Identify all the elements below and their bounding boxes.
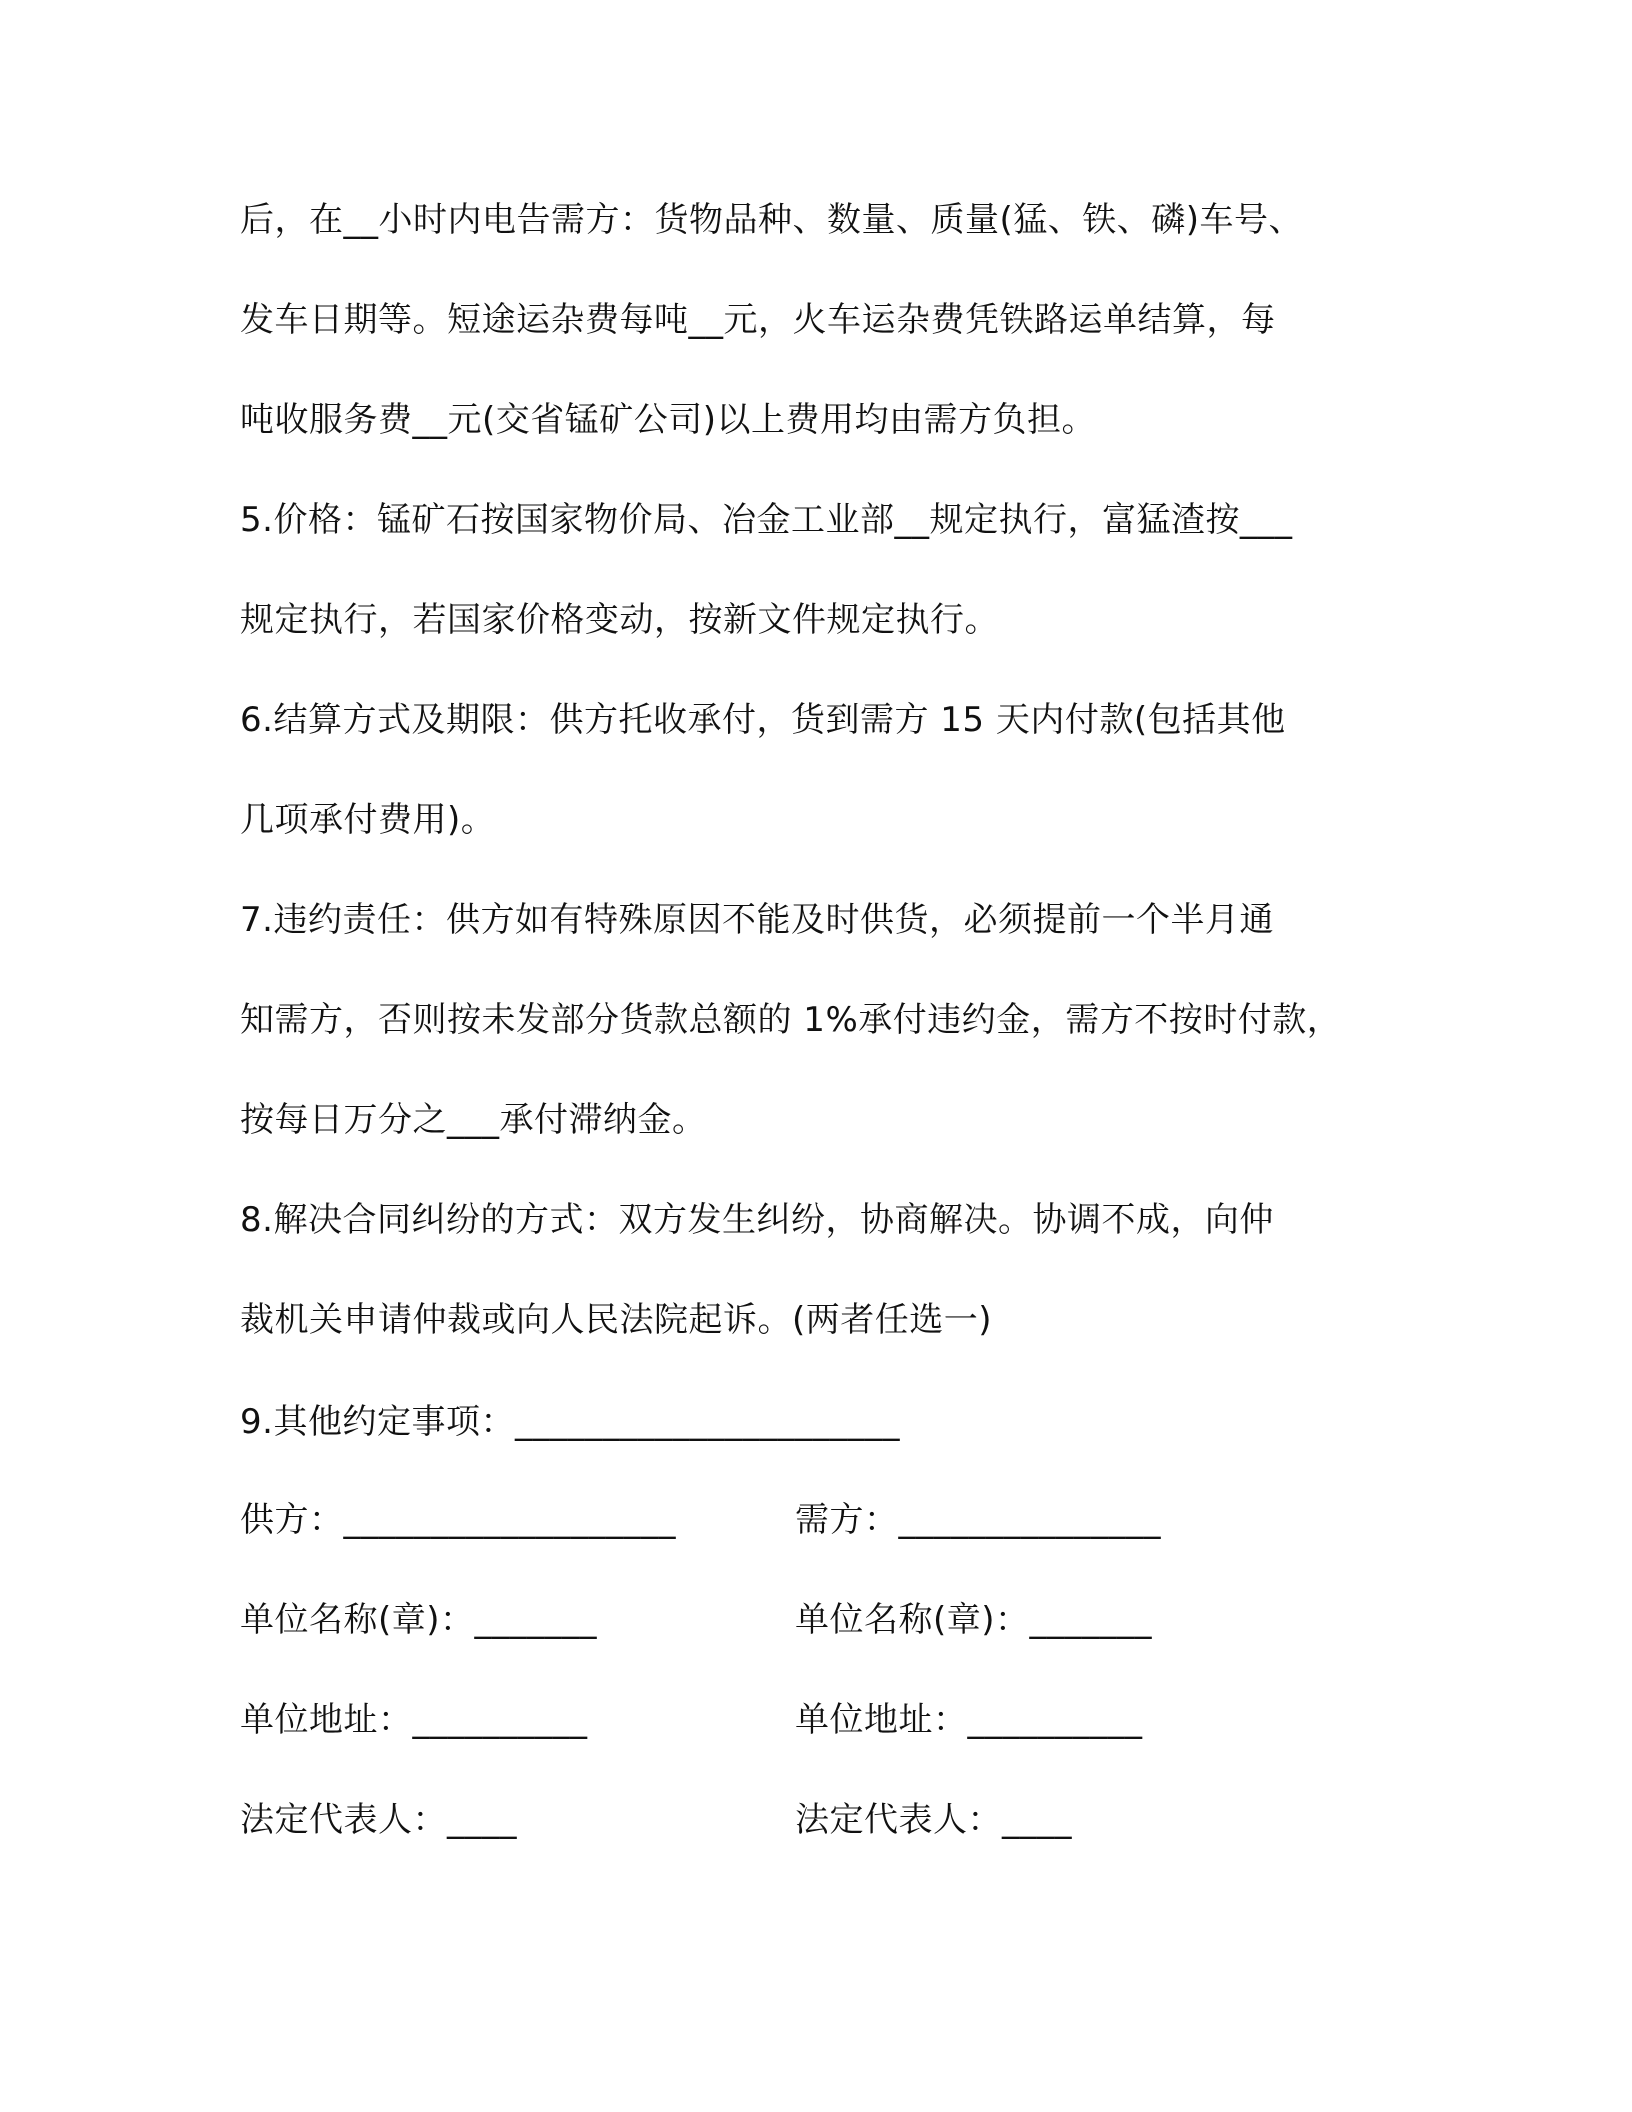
- paragraph-line-6: 6.结算方式及期限：供方托收承付，货到需方 15 天内付款(包括其他: [240, 700, 1286, 740]
- paragraph-line-7: 几项承付费用)。: [240, 800, 496, 840]
- paragraph-line-11: 8.解决合同纠纷的方式：双方发生纠纷，协商解决。协调不成，向仲: [240, 1200, 1274, 1240]
- paragraph-line-4: 5.价格：锰矿石按国家物价局、冶金工业部__规定执行，富猛渣按___: [240, 500, 1293, 540]
- paragraph-line-12: 裁机关申请仲裁或向人民法院起诉。(两者任选一): [240, 1300, 993, 1340]
- supplier-party-field: 供方：___________________: [240, 1500, 676, 1540]
- buyer-unit-address-field: 单位地址：__________: [795, 1700, 1143, 1740]
- supplier-unit-name-field: 单位名称(章)：_______: [240, 1600, 598, 1640]
- paragraph-line-1: 后，在__小时内电告需方：货物品种、数量、质量(猛、铁、磷)车号、: [240, 200, 1304, 240]
- buyer-legal-rep-field: 法定代表人：____: [795, 1800, 1072, 1840]
- paragraph-line-2: 发车日期等。短途运杂费每吨__元，火车运杂费凭铁路运单结算，每: [240, 300, 1276, 340]
- paragraph-line-3: 吨收服务费__元(交省锰矿公司)以上费用均由需方负担。: [240, 400, 1097, 440]
- supplier-legal-rep-field: 法定代表人：____: [240, 1800, 517, 1840]
- buyer-party-field: 需方：_______________: [795, 1500, 1161, 1540]
- paragraph-line-5: 规定执行，若国家价格变动，按新文件规定执行。: [240, 600, 999, 640]
- other-terms-line: 9.其他约定事项：______________________: [240, 1402, 900, 1442]
- paragraph-line-10: 按每日万分之___承付滞纳金。: [240, 1100, 707, 1140]
- supplier-unit-address-field: 单位地址：__________: [240, 1700, 588, 1740]
- buyer-unit-name-field: 单位名称(章)：_______: [795, 1600, 1153, 1640]
- paragraph-line-8: 7.违约责任：供方如有特殊原因不能及时供货，必须提前一个半月通: [240, 900, 1274, 940]
- paragraph-line-9: 知需方，否则按未发部分货款总额的 1%承付违约金，需方不按时付款，: [240, 1000, 1342, 1040]
